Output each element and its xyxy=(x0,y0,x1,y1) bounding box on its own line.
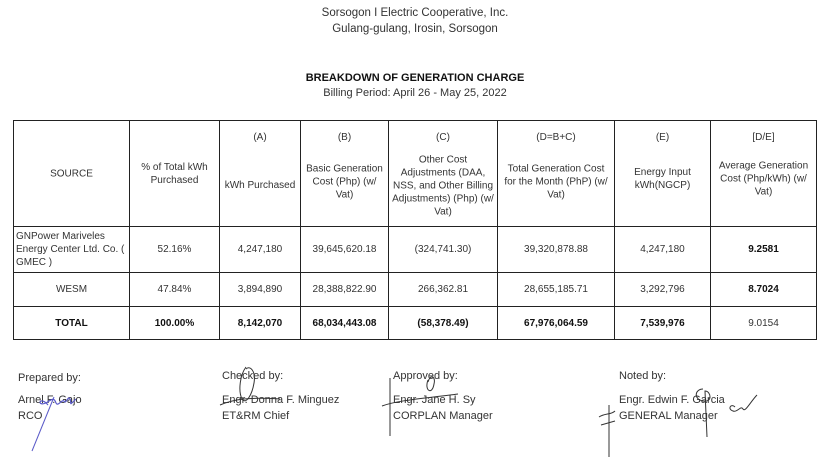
pct-cell: 52.16% xyxy=(130,227,220,273)
organization-name: Sorsogon I Electric Cooperative, Inc. xyxy=(321,7,509,19)
signature-gajo xyxy=(18,385,88,455)
basic-cost-cell: 68,034,443.08 xyxy=(301,307,389,340)
signatory-name: Engr. Edwin F. Garcia xyxy=(619,394,725,406)
column-header-kwh: (A) kWh Purchased xyxy=(220,121,301,227)
total-cost-cell: 39,320,878.88 xyxy=(498,227,615,273)
source-cell: WESM xyxy=(14,273,130,307)
other-adjustments-cell: 266,362.81 xyxy=(389,273,498,307)
column-header-basic: (B) Basic Generation Cost (Php) (w/ Vat) xyxy=(301,121,389,227)
energy-input-cell: 3,292,796 xyxy=(615,273,711,307)
energy-input-cell: 7,539,976 xyxy=(615,307,711,340)
kwh-cell: 3,894,890 xyxy=(220,273,301,307)
column-header-pct: % of Total kWh Purchased xyxy=(130,121,220,227)
table-row xyxy=(14,227,817,273)
total-cost-cell: 28,655,185.71 xyxy=(498,273,615,307)
signatory-label: Prepared by: xyxy=(18,372,81,384)
column-header-total: (D=B+C) Total Generation Cost for the Month (PhP) (w/ Vat) xyxy=(498,121,615,227)
basic-cost-cell: 39,645,620.18 xyxy=(301,227,389,273)
signatory-role: GENERAL Manager xyxy=(619,410,718,422)
column-header-avg: [D/E] Average Generation Cost (Php/kWh) (w/ Vat) xyxy=(711,121,817,227)
signatory-name: Engr. Donna F. Minguez xyxy=(222,394,340,406)
signatory-label: Checked by: xyxy=(222,370,284,382)
pct-cell: 100.00% xyxy=(130,307,220,340)
pct-cell: 47.84% xyxy=(130,273,220,307)
table-header-row xyxy=(14,121,817,227)
source-cell: GNPower Mariveles Energy Center Ltd. Co. ( GMEC ) xyxy=(14,227,130,273)
kwh-cell: 8,142,070 xyxy=(220,307,301,340)
energy-input-cell: 4,247,180 xyxy=(615,227,711,273)
signatory-name: Engr. Jane H. Sy xyxy=(393,394,476,406)
kwh-cell: 4,247,180 xyxy=(220,227,301,273)
organization-address: Gulang-gulang, Irosin, Sorsogon xyxy=(332,23,498,35)
document-title: BREAKDOWN OF GENERATION CHARGE xyxy=(305,72,525,84)
generation-charge-table xyxy=(13,120,817,340)
table-row xyxy=(14,273,817,307)
billing-period: Billing Period: April 26 - May 25, 2022 xyxy=(323,87,507,99)
basic-cost-cell: 28,388,822.90 xyxy=(301,273,389,307)
column-header-other: (C) Other Cost Adjustments (DAA, NSS, and Other Billing Adjustments) (Php) (w/ Vat) xyxy=(389,121,498,227)
avg-cost-cell: 8.7024 xyxy=(711,273,817,307)
column-header-energy: (E) Energy Input kWh(NGCP) xyxy=(615,121,711,227)
signature-garcia xyxy=(595,385,765,457)
column-header-source: SOURCE xyxy=(14,121,130,227)
signatory-name: Arnel F. Gajo xyxy=(18,394,82,406)
signature-sy xyxy=(378,370,468,440)
signatory-label: Approved by: xyxy=(393,370,458,382)
avg-cost-cell: 9.2581 xyxy=(711,227,817,273)
signatory-role: ET&RM Chief xyxy=(222,410,290,422)
other-adjustments-cell: (324,741.30) xyxy=(389,227,498,273)
signatory-role: RCO xyxy=(18,410,43,422)
other-adjustments-cell: (58,378.49) xyxy=(389,307,498,340)
signature-minguez xyxy=(210,365,290,415)
source-cell: TOTAL xyxy=(14,307,130,340)
signatory-role: CORPLAN Manager xyxy=(393,410,493,422)
table-total-row xyxy=(14,307,817,340)
total-cost-cell: 67,976,064.59 xyxy=(498,307,615,340)
avg-cost-cell: 9.0154 xyxy=(711,307,817,340)
signatory-label: Noted by: xyxy=(619,370,667,382)
